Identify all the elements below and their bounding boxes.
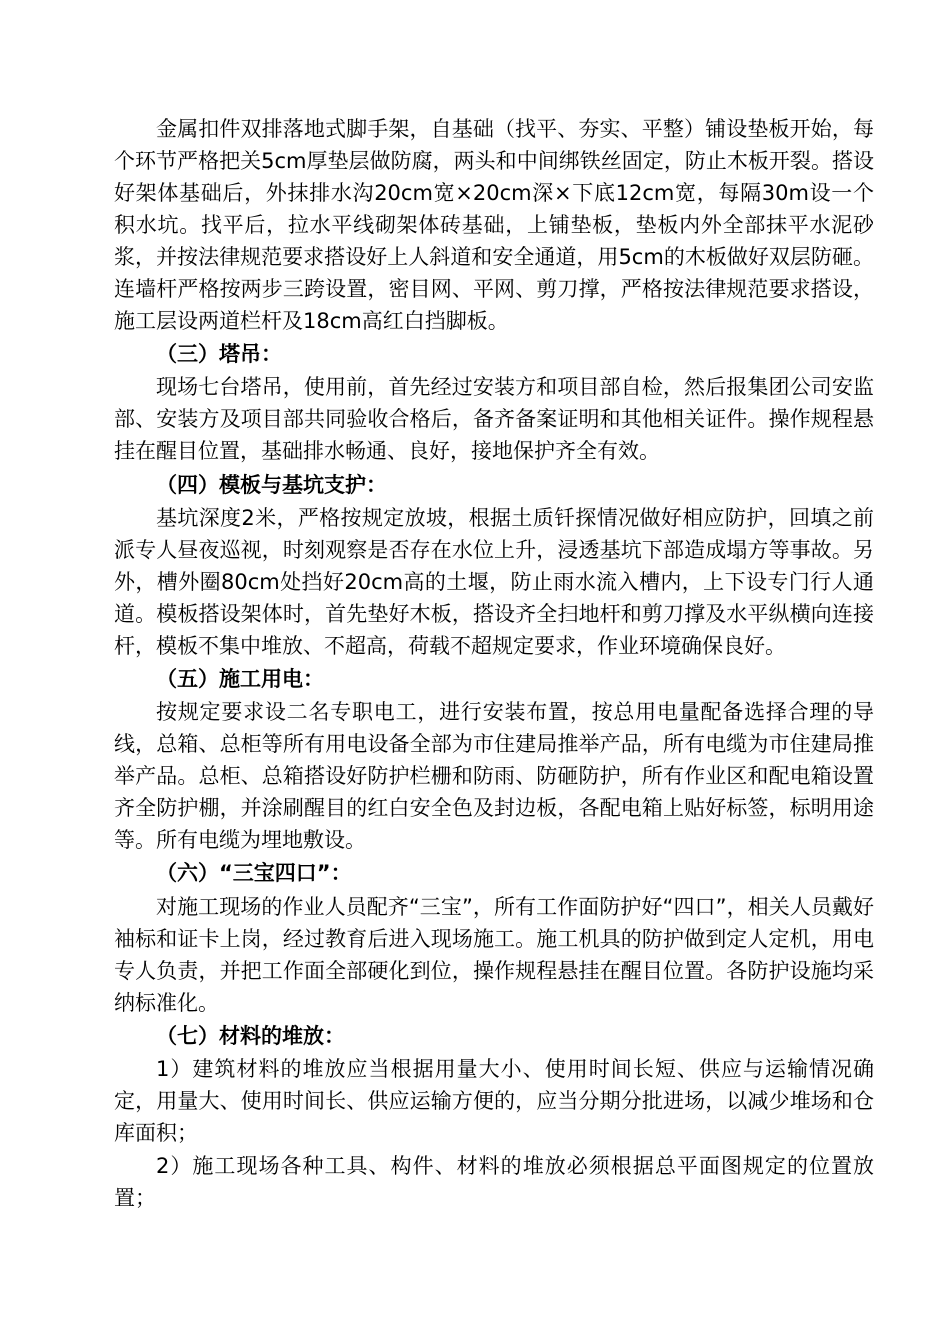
paragraph-scaffold: 金属扣件双排落地式脚手架，自基础（找平、夯实、平整）铺设垫板开始，每个环节严格把关5cm厚垫层做防腐，两头和中间绑铁丝固定，防止木板开裂。搭设好架体基础后，外抹排水沟20cm宽×20cm深×下底12cm宽，每隔30m设一个积水坑。找平后，拉水平线砌架体砖基础，上铺垫板，垫板内外全部抹平水泥砂浆，并按法律规范要求搭设好上人斜道和安全通道，用5cm的木板做好双层防砸。连墙杆严格按两步三跨设置，密目网、平网、剪刀撑，严格按法律规范要求搭设，施工层设两道栏杆及18cm高红白挡脚板。 bbox=[114, 117, 874, 333]
heading-formwork-pit: （四）模板与基坑支护： bbox=[156, 472, 387, 497]
paragraph-construction-power: 按规定要求设二名专职电工，进行安装布置，按总用电量配备选择合理的导线，总箱、总柜等所有用电设备全部为市住建局推举产品，所有电缆为市住建局推举产品。总柜、总箱搭设好防护栏栅和防雨、防砸防护，所有作业区和配电箱设置齐全防护棚，并涂刷醒目的红白安全色及封边板，各配电箱上贴好标签，标明用途等。所有电缆为埋地敷设。 bbox=[114, 700, 874, 853]
document-page bbox=[114, 113, 874, 1215]
paragraph-material-1: 1）建筑材料的堆放应当根据用量大小、使用时间长短、供应与运输情况确定，用量大、使用时间长、供应运输方便的，应当分期分批进场，以减少堆场和仓库面积； bbox=[114, 1056, 874, 1145]
paragraph-tower-crane: 现场七台塔吊，使用前，首先经过安装方和项目部自检，然后报集团公司安监部、安装方及项目部共同验收合格后，备齐备案证明和其他相关证件。操作规程悬挂在醒目位置，基础排水畅通、良好，接地保护齐全有效。 bbox=[114, 375, 874, 464]
heading-tower-crane: （三）塔吊： bbox=[156, 342, 282, 367]
paragraph-formwork-pit: 基坑深度2米，严格按规定放坡，根据土质钎探情况做好相应防护，回填之前派专人昼夜巡视，时刻观察是否存在水位上升，浸透基坑下部造成塌方等事故。另外，槽外圈80cm处挡好20cm高的土堰，防止雨水流入槽内，上下设专门行人通道。模板搭设架体时，首先垫好木板，搭设齐全扫地杆和剪刀撑及水平纵横向连接杆，模板不集中堆放、不超高，荷载不超规定要求，作业环境确保良好。 bbox=[114, 505, 874, 658]
heading-three-treasures: （六）“三宝四口”： bbox=[156, 861, 352, 886]
heading-construction-power: （五）施工用电： bbox=[156, 666, 324, 691]
paragraph-three-treasures: 对施工现场的作业人员配齐“三宝”，所有工作面防护好“四口”，相关人员戴好袖标和证卡上岗，经过教育后进入现场施工。施工机具的防护做到定人定机，用电专人负责，并把工作面全部硬化到位，操作规程悬挂在醒目位置。各防护设施均采纳标准化。 bbox=[114, 894, 874, 1015]
paragraph-material-2: 2）施工现场各种工具、构件、材料的堆放必须根据总平面图规定的位置放置； bbox=[114, 1154, 874, 1211]
heading-material-stacking: （七）材料的堆放： bbox=[156, 1023, 345, 1048]
